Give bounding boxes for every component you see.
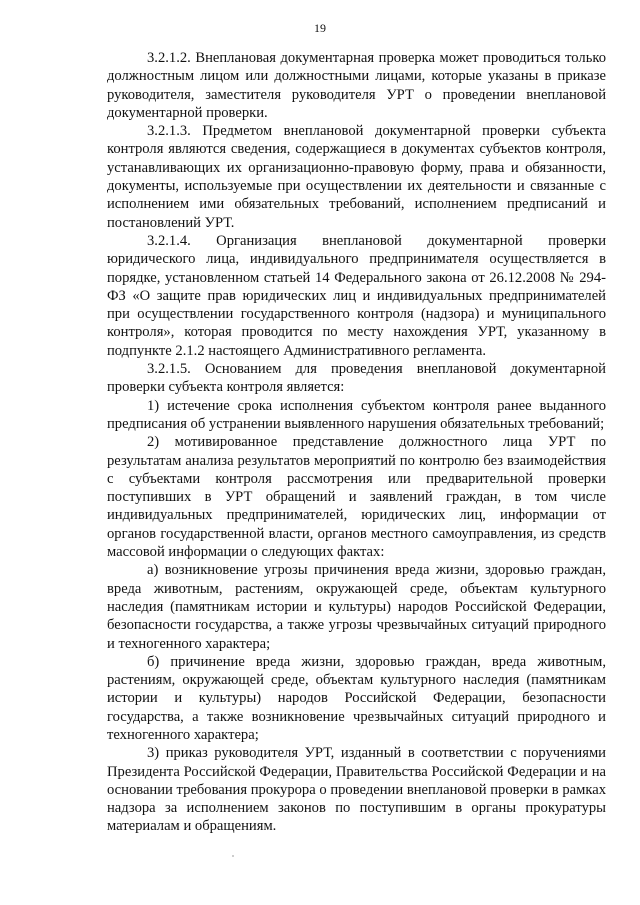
paragraph-3-2-1-5: 3.2.1.5. Основанием для проведения внеплановой документарной проверки субъекта контроля является: bbox=[107, 361, 606, 396]
scan-dot bbox=[232, 855, 234, 857]
paragraph-3-2-1-2: 3.2.1.2. Внеплановая документарная проверка может проводиться только должностным лицом или должностными лицами, которые указаны в приказе руководителя, заместителя руководителя УРТ о проведении внеплановой документарной проверки. bbox=[107, 50, 606, 121]
list-item-1: 1) истечение срока исполнения субъектом контроля ранее выданного предписания об устранении выявленного нарушения обязательных требований; bbox=[107, 397, 606, 432]
list-subitem-a: а) возникновение угрозы причинения вреда жизни, здоровью граждан, вреда животным, растениям, окружающей среде, объектам культурного наследия (памятникам истории и культуры) народов Российской Федерации, безопасности государства, а также угрозы чрезвычайных ситуаций природного и техногенного характера; bbox=[107, 562, 606, 652]
document-body bbox=[107, 49, 606, 836]
paragraph-3-2-1-4: 3.2.1.4. Организация внеплановой документарной проверки юридического лица, индивидуального предпринимателя осуществляется в порядке, установленном статьей 14 Федерального закона от 26.12.2008 № 294-ФЗ «О защите прав юридических лиц и индивидуальных предпринимателей при осуществлении государственного контроля (надзора) и муниципального контроля», которая проводится по месту нахождения УРТ, указанному в подпункте 2.1.2 настоящего Административного регламента. bbox=[107, 232, 606, 359]
list-item-2: 2) мотивированное представление должностного лица УРТ по результатам анализа результатов мероприятий по контролю без взаимодействия с субъектами контроля рассмотрения или предварительной проверки поступивших в УРТ обращений и заявлений граждан, в том числе индивидуальных предпринимателей, юридических лиц, информации от органов государственной власти, органов местного самоуправления, из средств массовой информации о следующих фактах: bbox=[107, 434, 606, 561]
paragraph-3-2-1-3: 3.2.1.3. Предметом внеплановой документарной проверки субъекта контроля являются сведения, содержащиеся в документах субъектов контроля, устанавливающих их организационно-правовую форму, права и обязанности, документы, используемые при осуществлении их деятельности и связанные с исполнением ими обязательных требований, исполнением предписаний и постановлений УРТ. bbox=[107, 123, 606, 231]
list-subitem-b: б) причинение вреда жизни, здоровью граждан, вреда животным, растениям, окружающей среде, объектам культурного наследия (памятникам истории и культуры) народов Российской Федерации, безопасности государства, а также возникновение чрезвычайных ситуаций природного и техногенного характера; bbox=[107, 653, 606, 743]
page-number: 19 bbox=[314, 21, 326, 35]
list-item-3: 3) приказ руководителя УРТ, изданный в соответствии с поручениями Президента Российской Федерации, Правительства Российской Федерации и на основании требования прокурора о проведении внеплановой проверки в рамках надзора за исполнением законов по поступившим в органы прокуратуры материалам и обращениям. bbox=[107, 745, 606, 835]
